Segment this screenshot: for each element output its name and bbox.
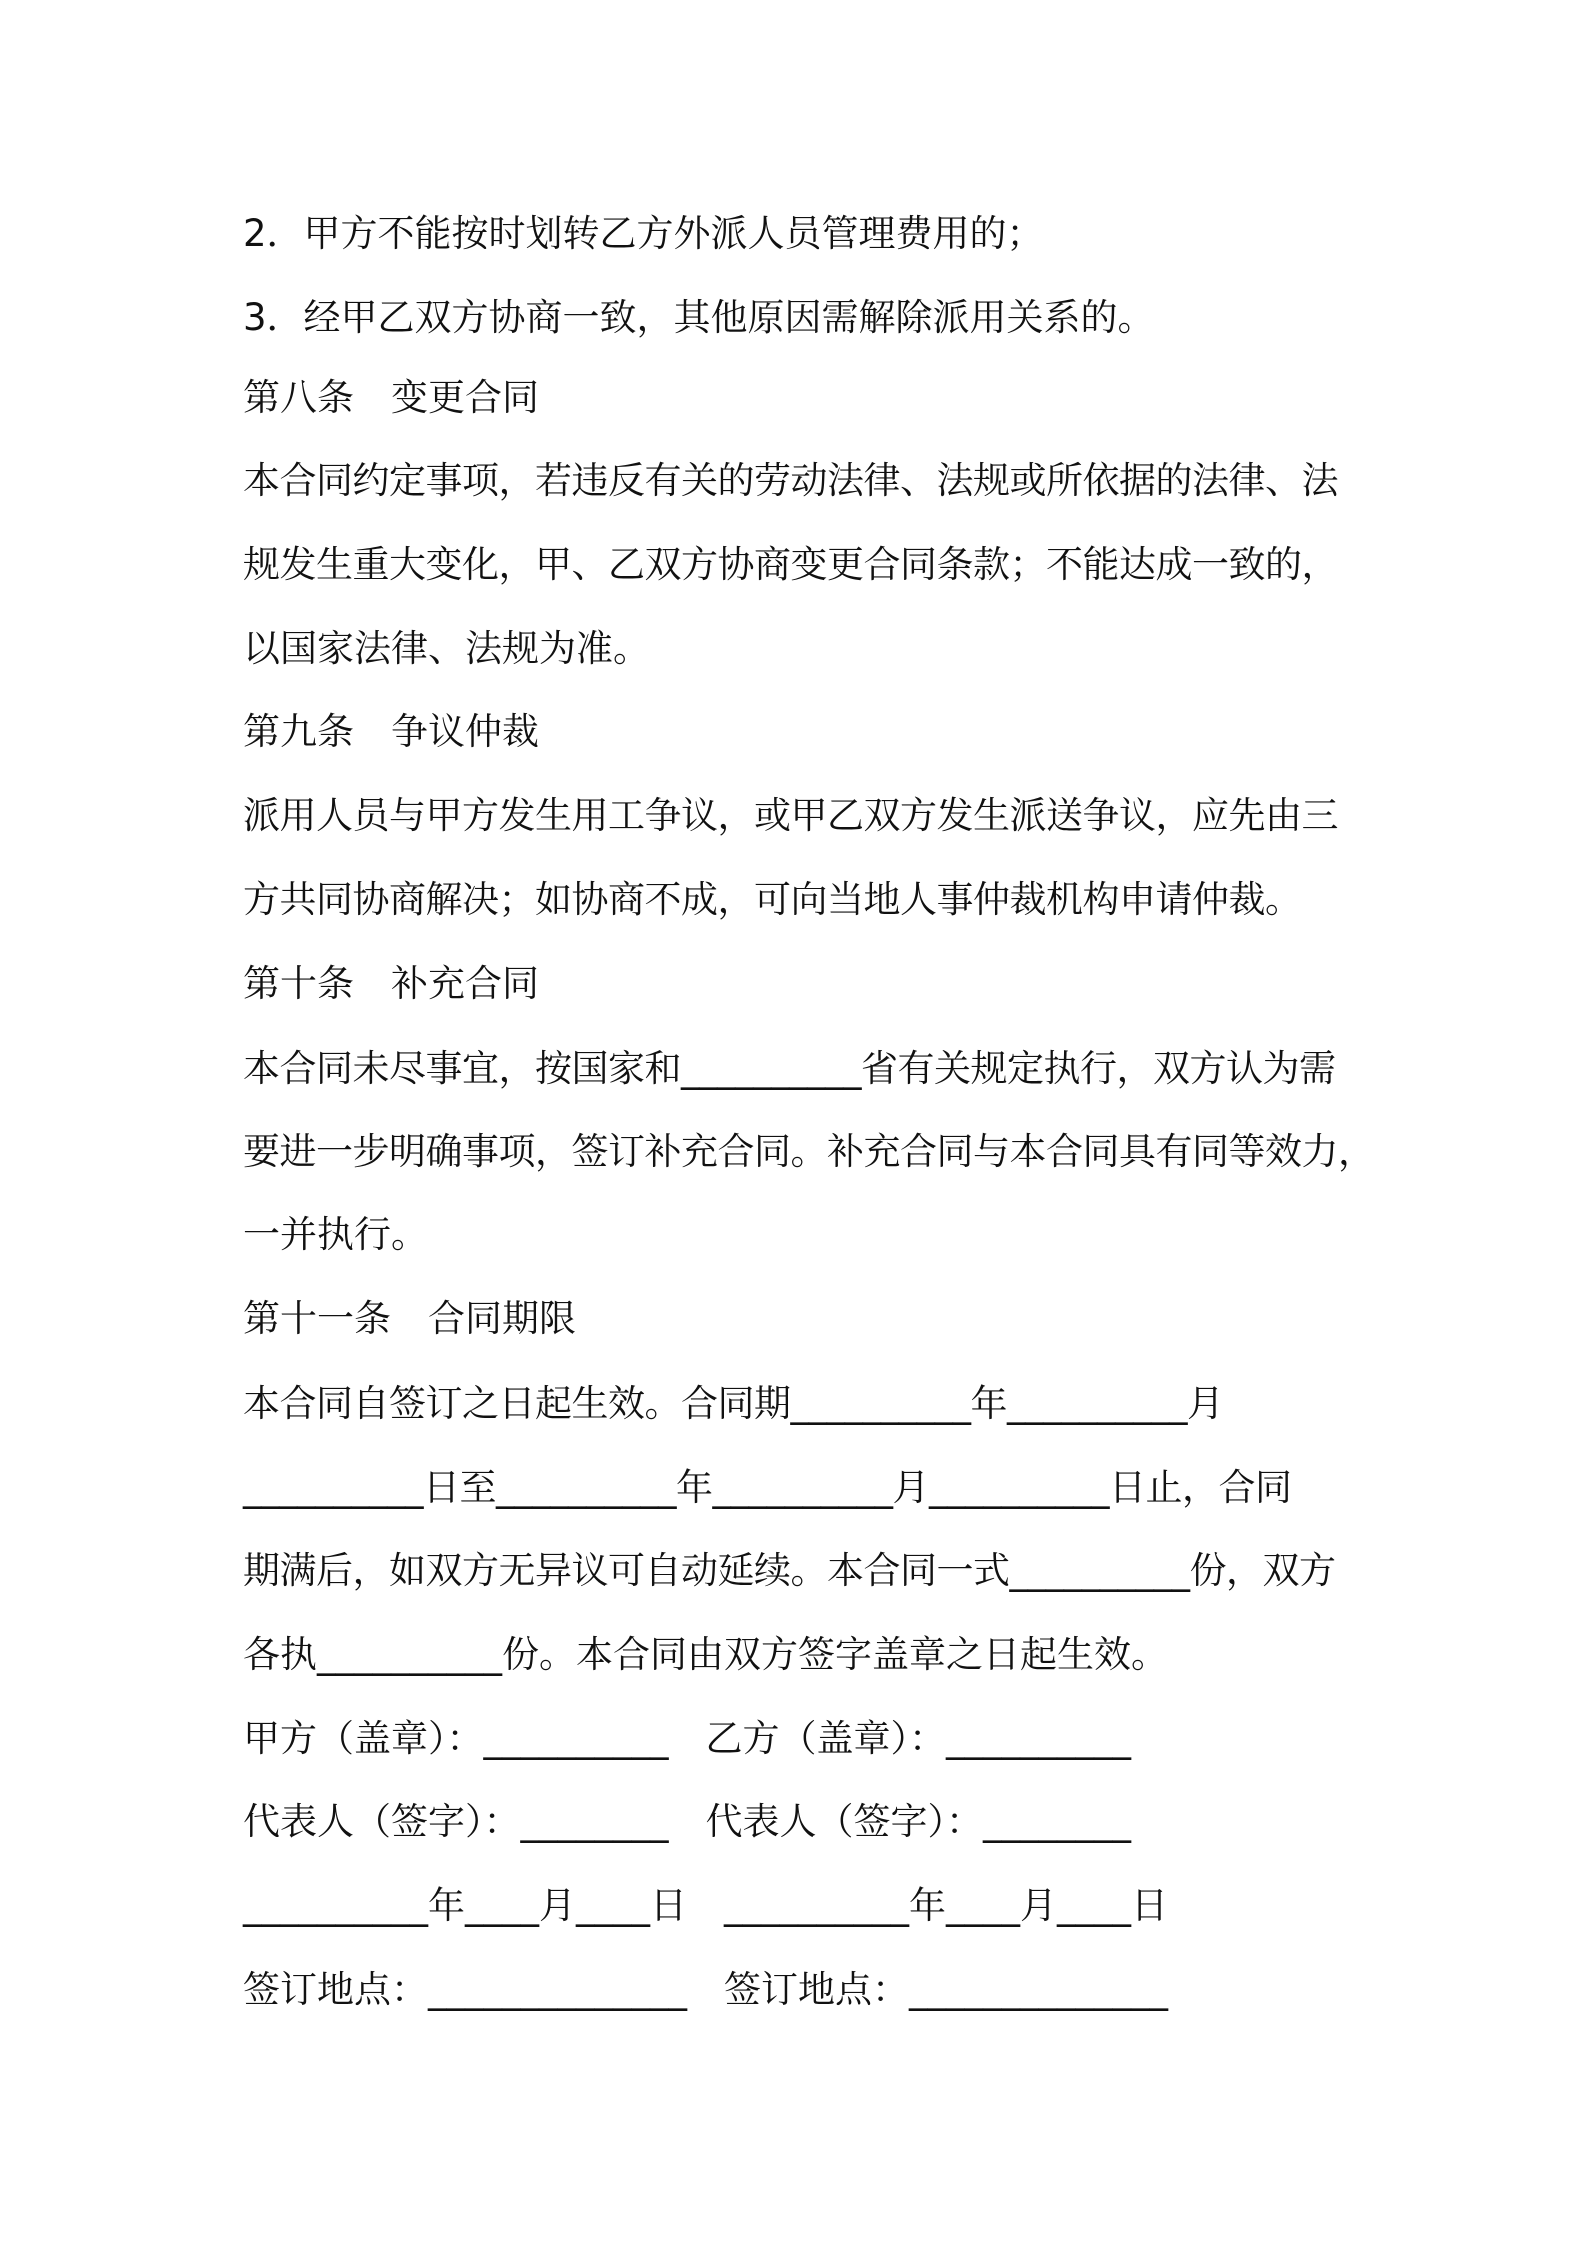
clause-item-3: 3．经甲乙双方协商一致，其他原因需解除派用关系的。 (243, 296, 1155, 339)
article-11-paragraph-line-3: 期满后，如双方无异议可自动延续。本合同一式__________份，双方 (243, 1549, 1336, 1592)
article-8-paragraph-line-3: 以国家法律、法规为准。 (243, 627, 650, 670)
article-10-heading: 第十条 补充合同 (243, 962, 539, 1005)
article-8-heading: 第八条 变更合同 (243, 376, 539, 419)
article-11-paragraph-line-2: __________日至__________年__________月__________日止，合同 (243, 1466, 1292, 1509)
article-11-paragraph-line-1: 本合同自签订之日起生效。合同期__________年__________月 (243, 1382, 1224, 1425)
article-10-paragraph-line-1: 本合同未尽事宜，按国家和__________省有关规定执行，双方认为需 (243, 1047, 1336, 1090)
clause-item-2: 2．甲方不能按时划转乙方外派人员管理费用的； (243, 212, 1044, 255)
article-9-paragraph-line-2: 方共同协商解决；如协商不成，可向当地人事仲裁机构申请仲裁。 (243, 878, 1302, 921)
article-9-heading: 第九条 争议仲裁 (243, 710, 539, 753)
signature-location-row: 签订地点：______________ 签订地点：______________ (243, 1968, 1168, 2011)
article-11-paragraph-line-4: 各执__________份。本合同由双方签字盖章之日起生效。 (243, 1633, 1168, 1676)
article-8-paragraph-line-2: 规发生重大变化，甲、乙双方协商变更合同条款；不能达成一致的， (243, 543, 1338, 586)
article-9-paragraph-line-1: 派用人员与甲方发生用工争议，或甲乙双方发生派送争议，应先由三 (243, 794, 1338, 837)
signature-representative-row: 代表人（签字）：________ 代表人（签字）：________ (243, 1800, 1131, 1843)
article-10-paragraph-line-3: 一并执行。 (243, 1213, 428, 1256)
signature-seal-row: 甲方（盖章）：__________ 乙方（盖章）：__________ (243, 1717, 1131, 1760)
article-10-paragraph-line-2: 要进一步明确事项，签订补充合同。补充合同与本合同具有同等效力， (243, 1130, 1375, 1173)
signature-date-row: __________年____月____日 __________年____月____日 (243, 1884, 1168, 1927)
article-8-paragraph-line-1: 本合同约定事项，若违反有关的劳动法律、法规或所依据的法律、法 (243, 459, 1338, 502)
article-11-heading: 第十一条 合同期限 (243, 1297, 576, 1340)
